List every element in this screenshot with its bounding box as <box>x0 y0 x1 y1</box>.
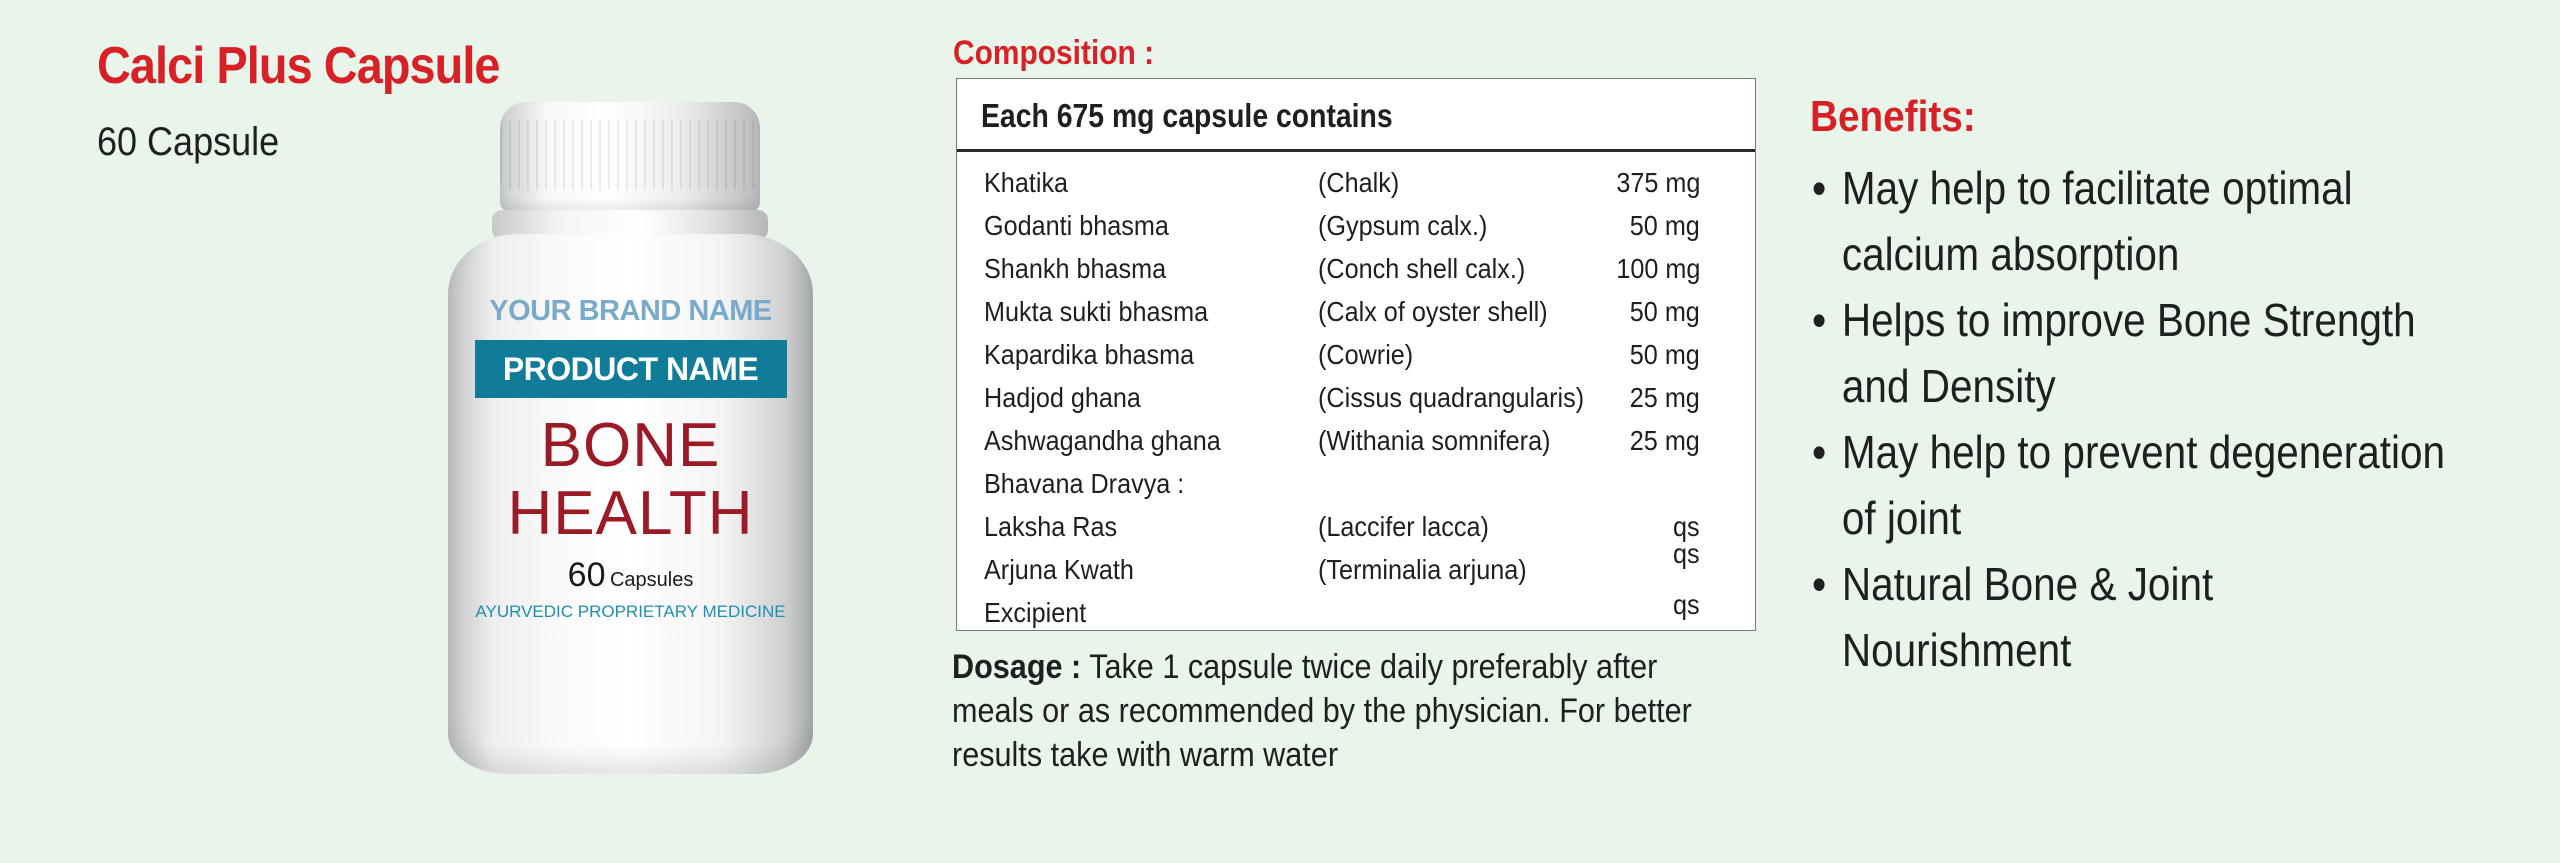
benefit-text: May help to facilitate optimal calcium absorption <box>1841 162 2353 280</box>
composition-ingredient-quantity: qs <box>1673 511 1700 542</box>
bottle-count-unit: Capsules <box>609 569 694 592</box>
benefit-text: Natural Bone & Joint Nourishment <box>1841 558 2214 676</box>
composition-ingredient-latin: (Calx of oyster shell) <box>1318 296 1548 327</box>
composition-ingredient-quantity: 25 mg <box>1629 382 1700 413</box>
composition-row <box>957 463 1755 505</box>
product-bottle-image <box>448 102 813 774</box>
benefits-list <box>1812 155 2446 683</box>
composition-ingredient-name: Mukta sukti bhasma <box>984 296 1209 327</box>
composition-row <box>957 589 1755 634</box>
bottle-line-2: HEALTH <box>507 479 754 549</box>
benefit-item <box>1812 419 2446 551</box>
composition-ingredient-quantity: 100 mg <box>1615 253 1700 284</box>
composition-ingredient-quantity: qs <box>1673 589 1700 620</box>
composition-table-header: Each 675 mg capsule contains <box>981 97 1393 134</box>
composition-ingredient-quantity: 375 mg <box>1615 167 1700 198</box>
composition-ingredient-quantity: 50 mg <box>1629 339 1700 370</box>
composition-ingredient-latin: (Conch shell calx.) <box>1318 253 1526 284</box>
composition-ingredient-name: Khatika <box>984 167 1069 198</box>
composition-ingredient-quantity: 50 mg <box>1629 296 1700 327</box>
bottle-product-name: PRODUCT NAME <box>475 340 787 398</box>
composition-ingredient-latin: (Chalk) <box>1318 167 1400 198</box>
composition-ingredient-name: Kapardika bhasma <box>984 339 1195 370</box>
composition-row <box>957 162 1755 204</box>
bullet-icon: • <box>1812 294 1827 346</box>
composition-ingredient-quantity: 25 mg <box>1629 425 1700 456</box>
product-quantity: 60 Capsule <box>97 120 280 164</box>
composition-ingredient-latin: (Gypsum calx.) <box>1318 210 1488 241</box>
composition-ingredient-quantity: 50 mg <box>1629 210 1700 241</box>
benefit-item <box>1812 551 2446 683</box>
bottle-line-1: BONE <box>540 411 721 480</box>
composition-ingredient-name: Excipient <box>984 597 1087 628</box>
composition-ingredient-name: Godanti bhasma <box>984 210 1169 241</box>
composition-row <box>957 248 1755 290</box>
composition-row <box>957 538 1755 591</box>
dosage-text: Take 1 capsule twice daily preferably after meals or as recommended by the physician. For better results take with warm water <box>952 648 1692 774</box>
composition-ingredient-name: Laksha Ras <box>984 511 1118 542</box>
composition-row <box>957 377 1755 419</box>
bottle-count <box>468 556 793 595</box>
bottle-bone-health <box>468 412 793 548</box>
bottle-label <box>468 297 793 622</box>
benefits-heading: Benefits: <box>1810 92 1976 141</box>
composition-ingredient-latin: (Terminalia arjuna) <box>1318 554 1527 585</box>
bullet-icon: • <box>1812 558 1827 610</box>
composition-row <box>957 334 1755 376</box>
bullet-icon: • <box>1812 162 1827 214</box>
composition-ingredient-latin: (Withania somnifera) <box>1318 425 1551 456</box>
composition-table <box>956 78 1756 631</box>
bottle-count-number: 60 <box>567 556 606 595</box>
composition-heading: Composition : <box>953 34 1155 72</box>
composition-row <box>957 205 1755 247</box>
bullet-icon: • <box>1812 426 1827 478</box>
product-title: Calci Plus Capsule <box>97 37 500 95</box>
composition-header-divider <box>957 149 1755 152</box>
composition-ingredient-name: Bhavana Dravya : <box>984 468 1185 499</box>
composition-ingredient-name: Shankh bhasma <box>984 253 1167 284</box>
composition-ingredient-name: Ashwagandha ghana <box>984 425 1221 456</box>
benefit-item <box>1812 155 2446 287</box>
composition-ingredient-latin: (Laccifer lacca) <box>1318 511 1489 542</box>
composition-ingredient-latin: (Cissus quadrangularis) <box>1318 382 1585 413</box>
bottle-subtitle: AYURVEDIC PROPRIETARY MEDICINE <box>475 602 786 622</box>
bottle-brand-name: YOUR BRAND NAME <box>489 295 772 327</box>
bottle-cap <box>500 102 760 212</box>
cap-ridges <box>500 120 760 190</box>
benefit-text: May help to prevent degeneration of joint <box>1841 426 2446 544</box>
composition-ingredient-latin: (Cowrie) <box>1318 339 1414 370</box>
benefit-item <box>1812 287 2446 419</box>
composition-ingredient-name: Arjuna Kwath <box>984 554 1134 585</box>
dosage-paragraph <box>952 645 1726 777</box>
composition-row <box>957 291 1755 333</box>
composition-ingredient-name: Hadjod ghana <box>984 382 1141 413</box>
composition-row <box>957 506 1755 548</box>
benefit-text: Helps to improve Bone Strength and Density <box>1841 294 2416 412</box>
dosage-label: Dosage : <box>952 648 1082 686</box>
composition-row <box>957 420 1755 462</box>
composition-ingredient-quantity: qs <box>1673 538 1700 569</box>
